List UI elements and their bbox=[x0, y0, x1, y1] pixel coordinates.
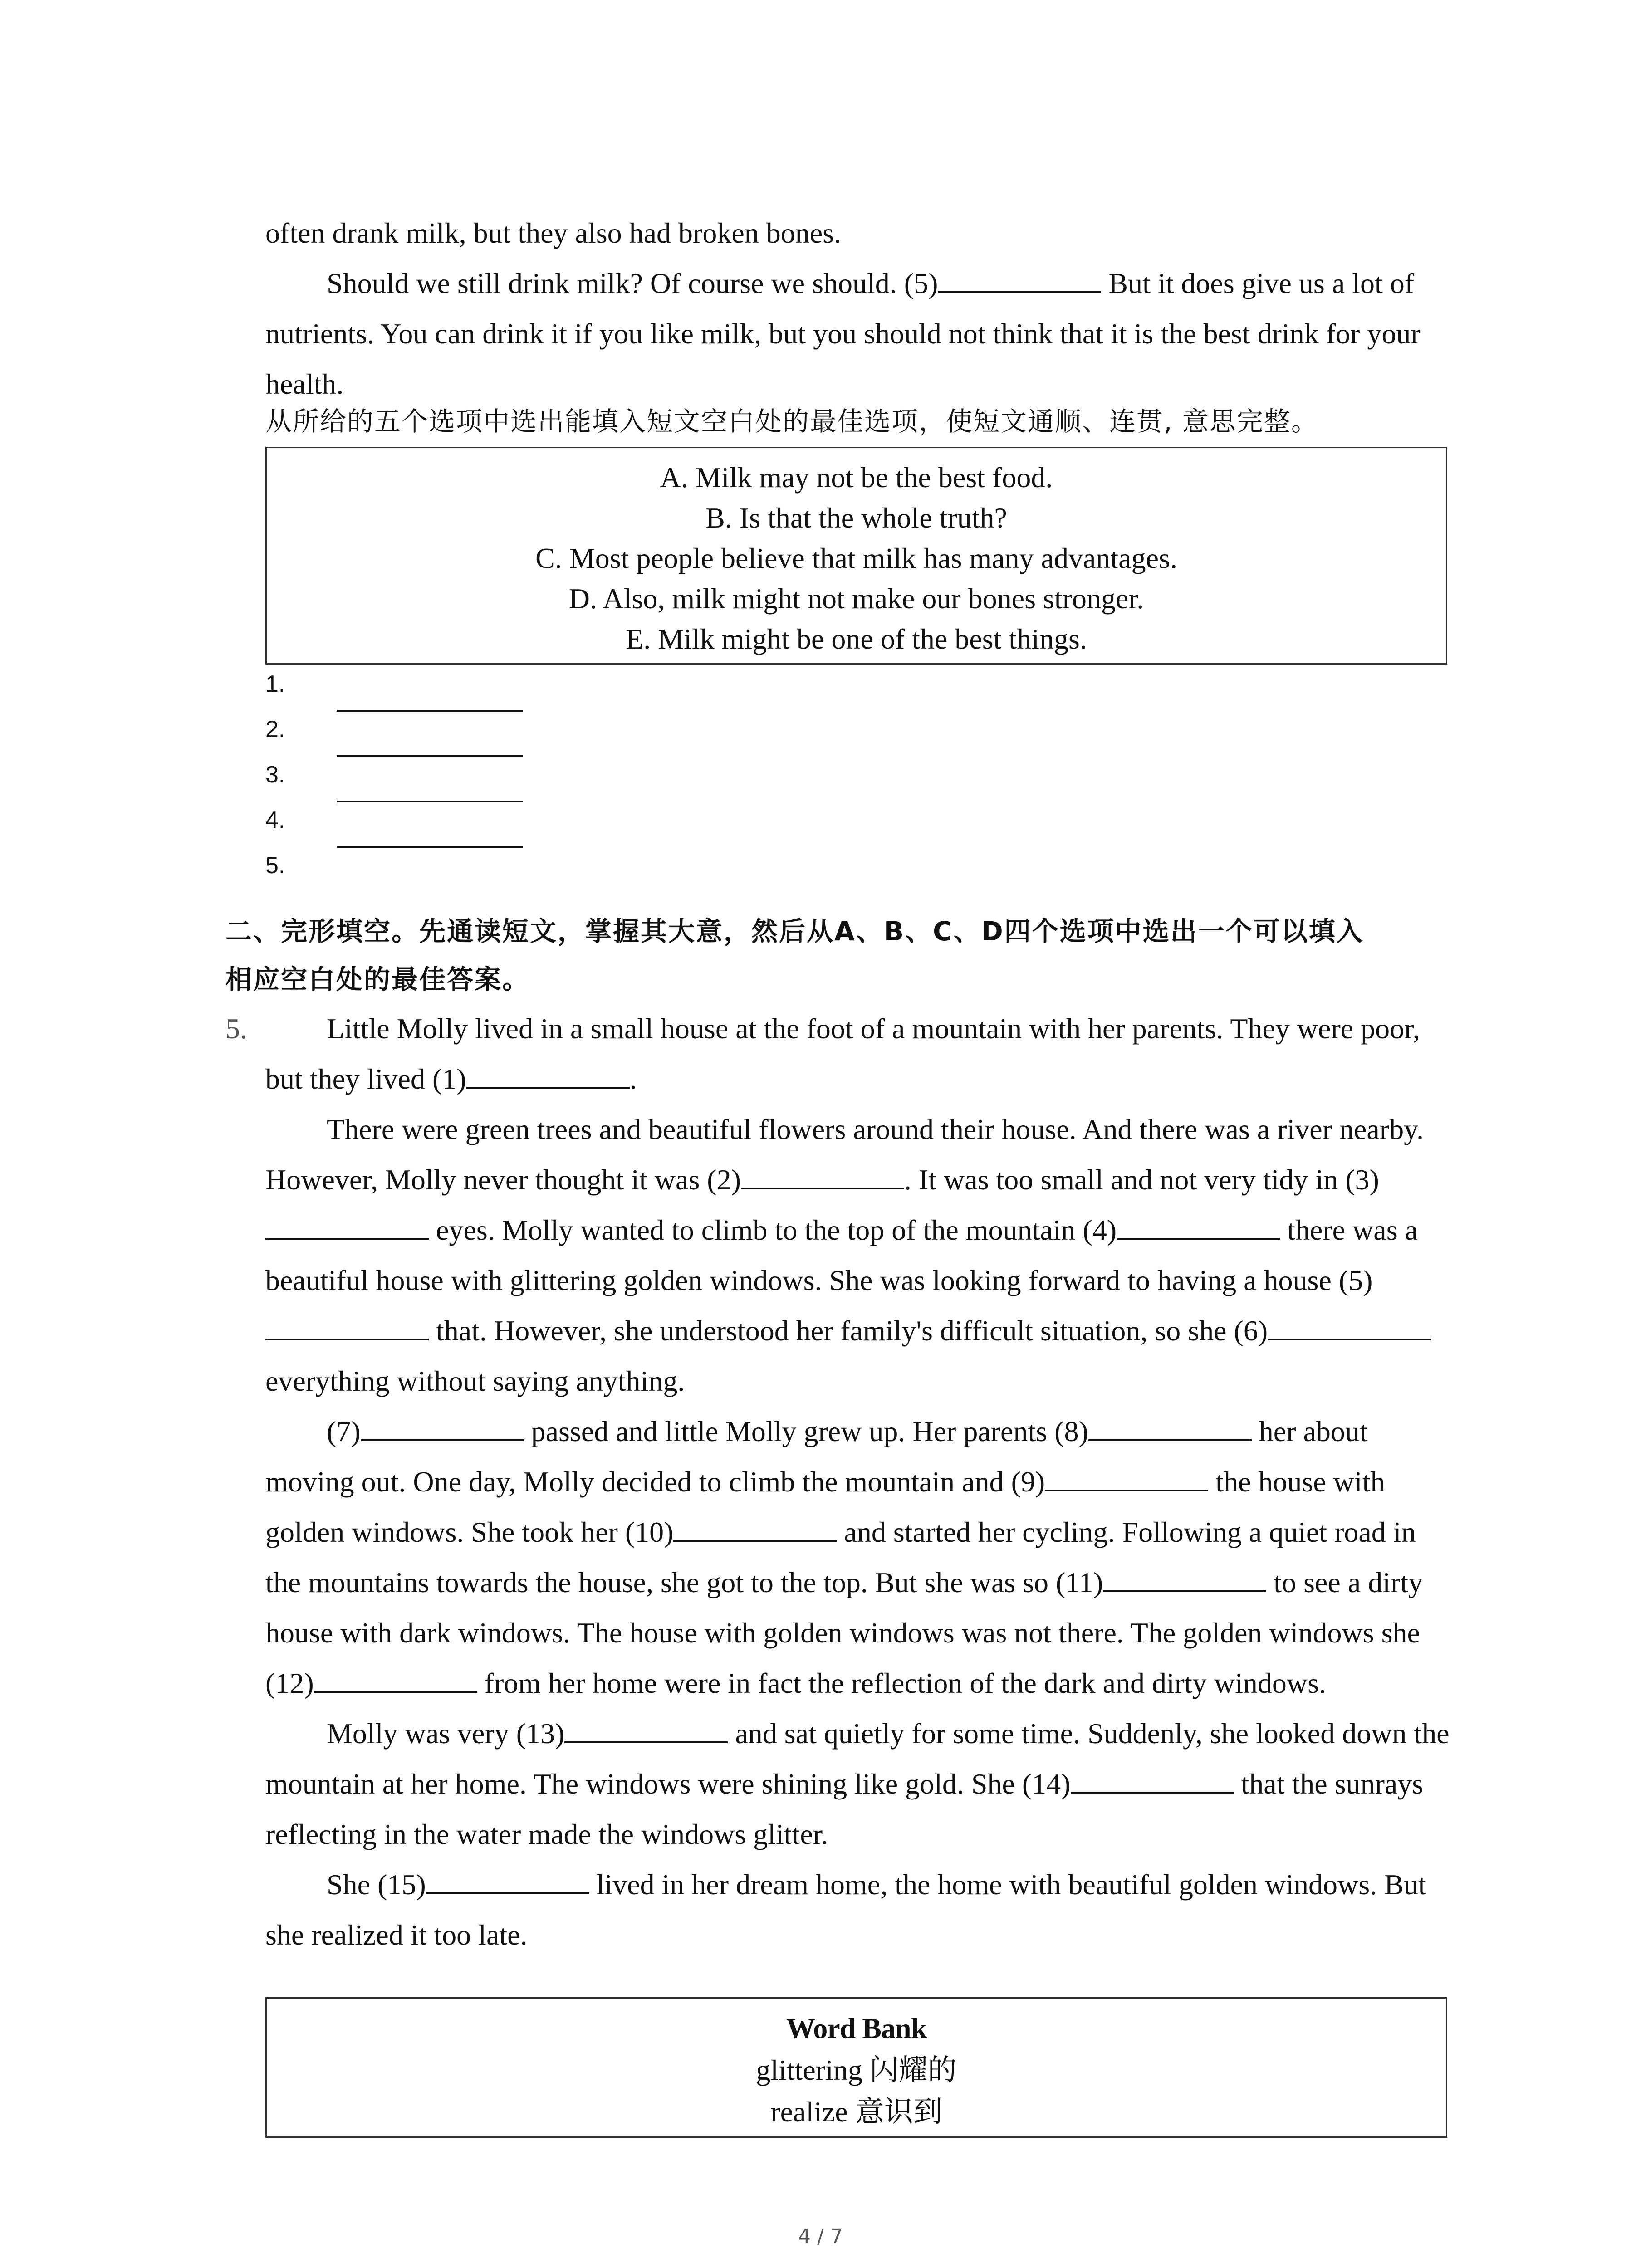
blank-11[interactable] bbox=[1103, 1565, 1266, 1592]
cloze-paragraph-2: There were green trees and beautiful flowers around their house. And there was a river nearby. However, Molly never thought it was (2) . It was too small and not very tidy in (3) eyes. Molly wanted to climb to the top of the mountain (4) there was a beautiful house with glittering golden windows. She was looking forward to having a house (5) that. However, she understood her family's difficult situation, so she (6) everything without saying anything. bbox=[265, 1104, 1452, 1406]
cloze-paragraph-5: She (15) lived in her dream home, the home with beautiful golden windows. But she realized it too late. bbox=[265, 1859, 1452, 1960]
answer-label-2: 2. bbox=[265, 716, 285, 743]
word-bank-item: glittering 闪耀的 bbox=[756, 2054, 957, 2086]
blank-1[interactable] bbox=[466, 1061, 630, 1089]
blank-5[interactable] bbox=[938, 266, 1101, 293]
answer-label-1: 1. bbox=[265, 671, 285, 697]
blank-7[interactable] bbox=[361, 1414, 524, 1441]
blank-6[interactable] bbox=[1268, 1313, 1431, 1340]
section-instruction: 从所给的五个选项中选出能填入短文空白处的最佳选项，使短文通顺、连贯, 意思完整。 bbox=[265, 406, 1318, 437]
blank-9[interactable] bbox=[1045, 1464, 1208, 1491]
options-box bbox=[265, 447, 1447, 665]
option-b: B. Is that the whole truth? bbox=[705, 502, 1007, 534]
blank-10[interactable] bbox=[673, 1515, 837, 1542]
blank-2[interactable] bbox=[741, 1162, 904, 1189]
option-c: C. Most people believe that milk has many advantages. bbox=[535, 542, 1177, 574]
page-number: 4 / 7 bbox=[798, 2225, 843, 2248]
word-bank-box bbox=[265, 1997, 1447, 2138]
cloze-paragraph-4: Molly was very (13) and sat quietly for some time. Suddenly, she looked down the mountain at her home. The windows were shining like gold. She (14) that the sunrays reflecting in the water made the windows glitter. bbox=[265, 1708, 1452, 1859]
answer-label-4: 4. bbox=[265, 807, 285, 833]
cloze-paragraph-3: (7) passed and little Molly grew up. Her parents (8) her about moving out. One day, Molly decided to climb the mountain and (9) the house with golden windows. She took her (10) and started her cycling. Following a quiet road in the mountains towards the house, she got to the top. But she was so (11) to see a dirty house with dark windows. The house with golden windows was not there. The golden windows she (12) from her home were in fact the reflection of the dark and dirty windows. bbox=[265, 1406, 1452, 1708]
cloze-paragraph-1: Little Molly lived in a small house at the foot of a mountain with her parents. They were poor, but they lived (1) . bbox=[265, 1012, 1420, 1095]
blank-12[interactable] bbox=[314, 1666, 477, 1693]
blank-8[interactable] bbox=[1088, 1414, 1252, 1441]
blank-14[interactable] bbox=[1071, 1766, 1234, 1794]
answer-line-3[interactable] bbox=[337, 801, 523, 802]
word-bank-title: Word Bank bbox=[786, 2012, 927, 2044]
passage-line: often drank milk, but they also had broken bones. bbox=[265, 217, 842, 249]
word-bank-item: realize 意识到 bbox=[770, 2096, 942, 2128]
question-number: 5. bbox=[225, 1012, 247, 1045]
cloze-passage bbox=[265, 1003, 1452, 1960]
answer-line-2[interactable] bbox=[337, 755, 523, 757]
answer-line-4[interactable] bbox=[337, 846, 523, 848]
answer-line-1[interactable] bbox=[337, 710, 523, 712]
blank-5[interactable] bbox=[265, 1313, 429, 1340]
answer-label-3: 3. bbox=[265, 762, 285, 788]
passage-paragraph: Should we still drink milk? Of course we should. (5) But it does give us a lot of nutrients. You can drink it if you like milk, but you should not think that it is the best drink for your health. bbox=[265, 258, 1452, 409]
answer-label-5: 5. bbox=[265, 852, 285, 879]
blank-3[interactable] bbox=[265, 1212, 429, 1240]
option-d: D. Also, milk might not make our bones stronger. bbox=[568, 582, 1144, 615]
blank-15[interactable] bbox=[426, 1867, 589, 1894]
blank-13[interactable] bbox=[564, 1716, 728, 1743]
option-e: E. Milk might be one of the best things. bbox=[626, 623, 1087, 655]
passage-end bbox=[265, 208, 1452, 409]
section2-heading: 二、完形填空。先通读短文，掌握其大意，然后从A、B、C、D四个选项中选出一个可以填入 相应空白处的最佳答案。 bbox=[225, 916, 1364, 995]
blank-4[interactable] bbox=[1117, 1212, 1280, 1240]
option-a: A. Milk may not be the best food. bbox=[660, 461, 1053, 494]
